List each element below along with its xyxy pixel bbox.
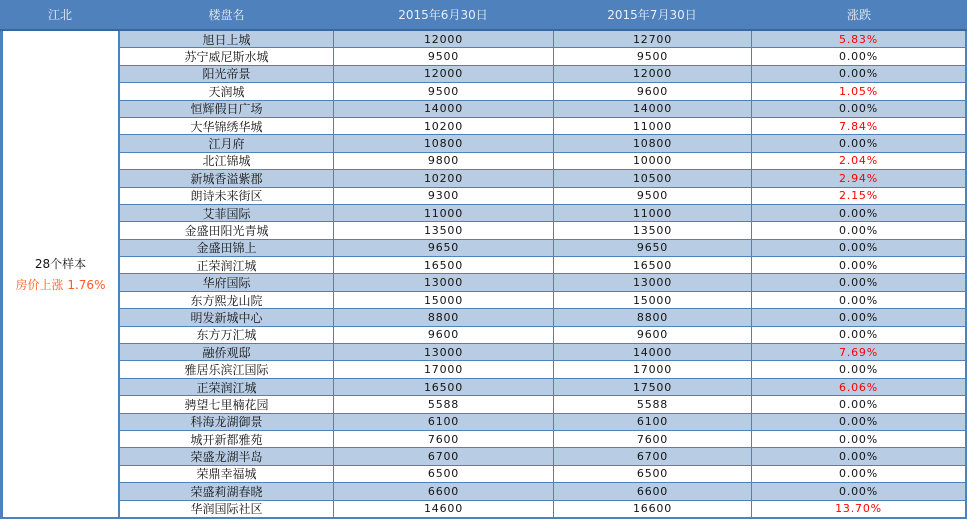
table-body-wrap	[0, 31, 967, 519]
price-jul-cell[interactable]: 6100	[553, 414, 751, 430]
table-row	[120, 395, 965, 412]
change-cell[interactable]: 0.00%	[751, 361, 965, 377]
price-jul-cell[interactable]: 9600	[553, 327, 751, 343]
table-row	[120, 204, 965, 221]
change-cell[interactable]: 2.94%	[751, 170, 965, 186]
sample-count-label: 28个样本	[34, 257, 87, 271]
property-name-cell[interactable]: 科海龙湖御景	[190, 415, 263, 430]
property-name-cell[interactable]: 恒辉假日广场	[190, 102, 263, 117]
table-row	[120, 378, 965, 395]
table-row	[120, 47, 965, 64]
change-cell[interactable]: 6.06%	[751, 379, 965, 395]
price-jun-cell[interactable]: 16500	[333, 379, 553, 395]
price-jul-cell[interactable]: 17500	[553, 379, 751, 395]
price-jun-cell[interactable]: 14000	[333, 101, 553, 117]
price-jul-cell[interactable]: 16500	[553, 257, 751, 273]
property-name-cell[interactable]: 荣盛龙湖半岛	[190, 450, 263, 465]
change-cell[interactable]: 0.00%	[751, 466, 965, 482]
price-jun-cell[interactable]: 12000	[333, 66, 553, 82]
price-jul-cell[interactable]: 13000	[553, 274, 751, 290]
change-cell[interactable]: 0.00%	[751, 135, 965, 151]
table-row	[120, 482, 965, 499]
table-row	[120, 291, 965, 308]
property-name-cell[interactable]: 城开新都雅苑	[190, 432, 263, 447]
change-cell[interactable]: 0.00%	[751, 327, 965, 343]
property-name-cell[interactable]: 华润国际社区	[190, 502, 263, 517]
price-jul-cell[interactable]: 6600	[553, 483, 751, 499]
price-jun-cell[interactable]: 16500	[333, 257, 553, 273]
property-name-cell[interactable]: 新城香溢紫郡	[190, 171, 263, 186]
price-jun-cell[interactable]: 11000	[333, 205, 553, 221]
table-row	[120, 465, 965, 482]
price-jul-cell[interactable]: 17000	[553, 361, 751, 377]
property-name-cell[interactable]: 旭日上城	[202, 32, 251, 47]
change-cell[interactable]: 0.00%	[751, 414, 965, 430]
price-jul-cell[interactable]: 11000	[553, 118, 751, 134]
price-jun-cell[interactable]: 9300	[333, 188, 553, 204]
change-cell[interactable]: 0.00%	[751, 309, 965, 325]
price-jul-cell[interactable]: 9500	[553, 48, 751, 64]
price-jul-cell[interactable]: 12700	[553, 31, 751, 47]
price-jun-cell[interactable]: 5588	[333, 396, 553, 412]
price-jun-cell[interactable]: 10800	[333, 135, 553, 151]
price-jun-cell[interactable]: 8800	[333, 309, 553, 325]
property-name-cell[interactable]: 东方熙龙山院	[190, 293, 263, 308]
price-jul-cell[interactable]: 9650	[553, 240, 751, 256]
table-row	[120, 447, 965, 464]
change-cell[interactable]: 0.00%	[751, 222, 965, 238]
property-name-cell[interactable]: 金盛田锦上	[196, 241, 257, 256]
table-row	[120, 360, 965, 377]
price-jul-cell[interactable]: 8800	[553, 309, 751, 325]
property-name-cell[interactable]: 明发新城中心	[190, 310, 263, 325]
table-row	[120, 500, 965, 517]
price-jun-cell[interactable]: 9600	[333, 327, 553, 343]
price-jun-cell[interactable]: 17000	[333, 361, 553, 377]
table-row	[120, 430, 965, 447]
price-jun-cell[interactable]: 6500	[333, 466, 553, 482]
table-row	[120, 273, 965, 290]
table-row	[120, 187, 965, 204]
property-name-cell[interactable]: 正荣润江城	[196, 380, 257, 395]
change-cell[interactable]: 2.15%	[751, 188, 965, 204]
table-row	[120, 31, 965, 47]
property-name-cell[interactable]: 雅居乐滨江国际	[184, 363, 269, 378]
change-cell[interactable]: 0.00%	[751, 274, 965, 290]
price-jul-cell[interactable]: 16600	[553, 501, 751, 517]
price-jun-cell[interactable]: 9500	[333, 83, 553, 99]
change-cell[interactable]: 13.70%	[751, 501, 965, 517]
price-jul-cell[interactable]: 14000	[553, 344, 751, 360]
change-cell[interactable]: 0.00%	[751, 448, 965, 464]
property-name-cell[interactable]: 正荣润江城	[196, 258, 257, 273]
property-name-cell[interactable]: 荣鼎幸福城	[196, 467, 257, 482]
property-name-cell[interactable]: 天润城	[208, 84, 245, 99]
property-name-cell[interactable]: 东方万汇城	[196, 328, 257, 343]
change-cell[interactable]: 0.00%	[751, 101, 965, 117]
column-header-region[interactable]: 江北	[47, 8, 72, 22]
change-cell[interactable]: 0.00%	[751, 257, 965, 273]
change-cell[interactable]: 5.83%	[751, 31, 965, 47]
property-name-cell[interactable]: 阳光帝景	[202, 67, 251, 82]
price-jul-cell[interactable]: 10000	[553, 153, 751, 169]
price-jun-cell[interactable]: 9800	[333, 153, 553, 169]
table-row	[120, 221, 965, 238]
table-row	[120, 152, 965, 169]
column-header-change[interactable]: 涨跌	[846, 8, 871, 22]
price-jun-cell[interactable]: 13000	[333, 274, 553, 290]
region-summary-cell[interactable]	[3, 31, 120, 517]
table-row	[120, 117, 965, 134]
price-jul-cell[interactable]: 9500	[553, 188, 751, 204]
property-name-cell[interactable]: 北江锦城	[202, 154, 251, 169]
table-row	[120, 413, 965, 430]
change-cell[interactable]: 0.00%	[751, 48, 965, 64]
price-jul-cell[interactable]: 11000	[553, 205, 751, 221]
price-jun-cell[interactable]: 9650	[333, 240, 553, 256]
table-row	[120, 308, 965, 325]
price-jun-cell[interactable]: 9500	[333, 48, 553, 64]
price-jul-cell[interactable]: 9600	[553, 83, 751, 99]
change-cell[interactable]: 7.84%	[751, 118, 965, 134]
price-jul-cell[interactable]: 14000	[553, 101, 751, 117]
column-header-date-july[interactable]: 2015年7月30日	[607, 8, 697, 22]
table-row	[120, 134, 965, 151]
property-name-cell[interactable]: 艾菲国际	[202, 206, 251, 221]
table-row	[120, 65, 965, 82]
price-jul-cell[interactable]: 13500	[553, 222, 751, 238]
table-row	[120, 256, 965, 273]
table-row	[120, 239, 965, 256]
price-jun-cell[interactable]: 6700	[333, 448, 553, 464]
change-cell[interactable]: 1.05%	[751, 83, 965, 99]
price-jun-cell[interactable]: 14600	[333, 501, 553, 517]
change-cell[interactable]: 0.00%	[751, 292, 965, 308]
change-cell[interactable]: 7.69%	[751, 344, 965, 360]
price-jul-cell[interactable]: 6500	[553, 466, 751, 482]
property-name-cell[interactable]: 苏宁威尼斯水城	[184, 50, 269, 65]
price-jun-cell[interactable]: 6100	[333, 414, 553, 430]
price-jul-cell[interactable]: 5588	[553, 396, 751, 412]
change-cell[interactable]: 0.00%	[751, 483, 965, 499]
property-name-cell[interactable]: 华府国际	[202, 276, 251, 291]
change-cell[interactable]: 0.00%	[751, 431, 965, 447]
change-cell[interactable]: 2.04%	[751, 153, 965, 169]
column-header-date-june[interactable]: 2015年6月30日	[398, 8, 488, 22]
price-jun-cell[interactable]: 10200	[333, 170, 553, 186]
price-jun-cell[interactable]: 13000	[333, 344, 553, 360]
table-row	[120, 100, 965, 117]
price-jul-cell[interactable]: 10500	[553, 170, 751, 186]
price-jul-cell[interactable]: 12000	[553, 66, 751, 82]
change-cell[interactable]: 0.00%	[751, 396, 965, 412]
price-jun-cell[interactable]: 10200	[333, 118, 553, 134]
property-name-cell[interactable]: 融侨观邸	[202, 345, 251, 360]
property-name-cell[interactable]: 江月府	[208, 137, 245, 152]
price-change-label: 房价上涨 1.76%	[15, 278, 106, 292]
price-jun-cell[interactable]: 6600	[333, 483, 553, 499]
property-name-cell[interactable]: 朗诗未来街区	[190, 189, 263, 204]
price-jun-cell[interactable]: 15000	[333, 292, 553, 308]
table-header-row	[0, 0, 967, 31]
property-name-cell[interactable]: 荣盛莉湖春晓	[190, 484, 263, 499]
price-jun-cell[interactable]: 13500	[333, 222, 553, 238]
price-jul-cell[interactable]: 7600	[553, 431, 751, 447]
price-jun-cell[interactable]: 12000	[333, 31, 553, 47]
table-row	[120, 326, 965, 343]
change-cell[interactable]: 0.00%	[751, 205, 965, 221]
price-jul-cell[interactable]: 10800	[553, 135, 751, 151]
property-name-cell[interactable]: 大华锦绣华城	[190, 119, 263, 134]
price-jun-cell[interactable]: 7600	[333, 431, 553, 447]
property-name-cell[interactable]: 金盛田阳光青城	[184, 224, 269, 238]
table-row	[120, 343, 965, 360]
table-row	[120, 169, 965, 186]
table-body	[120, 31, 965, 517]
change-cell[interactable]: 0.00%	[751, 66, 965, 82]
change-cell[interactable]: 0.00%	[751, 240, 965, 256]
price-jul-cell[interactable]: 15000	[553, 292, 751, 308]
column-header-property[interactable]: 楼盘名	[208, 8, 245, 22]
property-name-cell[interactable]: 骋望七里楠花园	[184, 397, 269, 412]
price-jul-cell[interactable]: 6700	[553, 448, 751, 464]
table-row	[120, 82, 965, 99]
